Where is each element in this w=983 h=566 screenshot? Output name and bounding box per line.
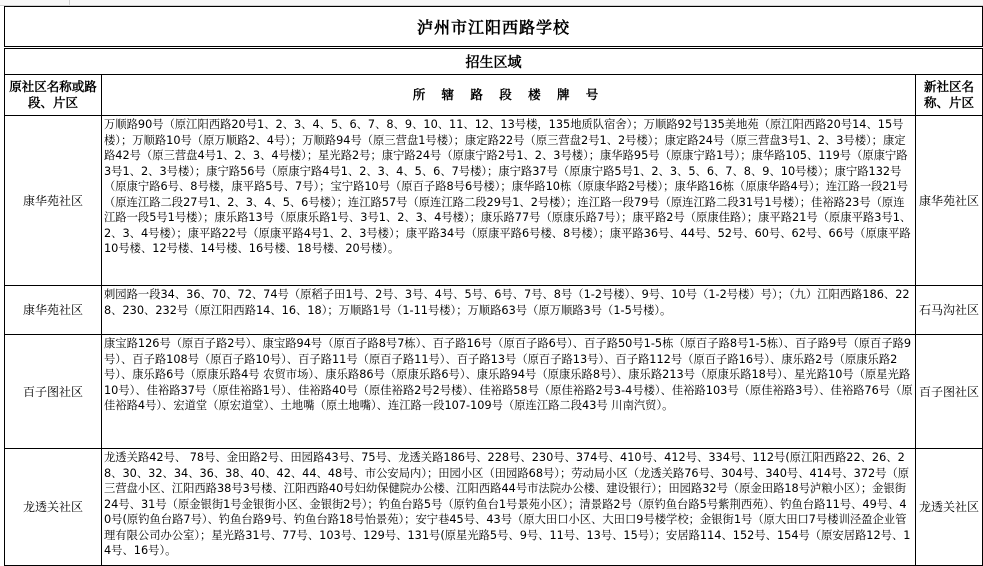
table-row [5, 335, 983, 449]
old-community-cell: 百子图社区 [5, 335, 102, 449]
new-community-cell: 康华苑社区 [916, 116, 983, 286]
old-community-cell: 龙透关社区 [5, 449, 102, 566]
old-community-cell: 康华苑社区 [5, 116, 102, 286]
table-row [5, 449, 983, 566]
new-community-cell: 龙透关社区 [916, 449, 983, 566]
new-community-cell: 石马沟社区 [916, 286, 983, 335]
address-list-cell: 康宝路126号（原百子路2号）、康宝路94号（原百子路8号7栋）、百子路16号（原百子路6号）、百子路50号1-5栋（原百子路8号1-5栋）、百子路9号（原百子路9号）、百子路108号（原百子路10号）、百子路11号（原百子路11号）、百子路13号（原百子路13号）、百子路112号（原百子路16号）、康乐路2号（原康乐路2号）、康乐路6号（原康乐路4号 农贸市场）、康乐路86号（原康乐路6号）、康乐路94号（原康乐路8号）、康乐路213号（原康乐路18号）、星光路10号（原星光路10号）、佳裕路37号（原佳裕路1号）、佳裕路40号（原佳裕路2号2号楼）、佳裕路58号（原佳裕路2号3-4号楼）、佳裕路103号（原佳裕路3号）、佳裕路76号（原佳裕路4号）、宏道堂（原宏道堂）、土地嘴（原土地嘴）、连江路一段107-109号（原连江路二段43号 川南汽贸）。 [102, 335, 916, 449]
table-row [5, 286, 983, 335]
new-community-cell: 百子图社区 [916, 335, 983, 449]
address-list-cell: 刺园路一段34、36、70、72、74号（原稻子田1号、2号、3号、4号、5号、6号、7号、8号（1-2号楼）、9号、10号（1-2号楼）号）；（九）江阳西路186、228、230、232号（原江阳西路14、16、18）；万顺路1号（1-11号楼）；万顺路63号（原万顺路3号（1-5号楼）。 [102, 286, 916, 335]
header-old-community: 原社区名称或路段、片区 [5, 75, 102, 116]
enrollment-table [4, 6, 983, 566]
table-row [5, 116, 983, 286]
header-new-community: 新社区名称、片区 [916, 75, 983, 116]
header-addresses: 所 辖 路 段 楼 牌 号 [102, 75, 916, 116]
school-title: 泸州市江阳西路学校 [5, 7, 983, 48]
address-list-cell: 万顺路90号（原江阳西路20号1、2、3、4、5、6、7、8、9、10、11、12、13号楼，135地质队宿舍）；万顺路92号135美地苑（原江阳西路20号14、15号楼）；万顺路10号（原万顺路2、4号）；万顺路94号（原三营盘1号楼）；康定路22号（原三营盘2号1、2号楼）；康定路24号（原三营盘3号1、2、3号楼）；康定路42号（原三营盘4号1、2、3、4号楼）；星光路2号；康宁路24号（原康宁路2号1、2、3号楼）；康华路95号（原康宁路1号）；康华路105、119号（原康宁路3号1、2、3号楼）；康宁路56号（原康宁路4号1、2、3、4、5、6、7号楼）；康宁路37号（原康宁路5号1、2、3、5、6、7、8、9、10号楼）；康宁路132号（原康宁路6号、8号楼，康平路5号、7号）；宝宁路10号（原百子路8号6号楼）；康华路10栋（原康华路2号楼）；康华路16栋（原康华路4号）；连江路一段21号（原连江路二段27号1、2、3、4、5、6号楼）；连江路57号（原连江路二段29号1、2号楼）；连江路一段79号（原连江路二段31号1号楼）；佳裕路23号（原连江路一段5号1号楼）；康乐路13号（原康乐路1号、3号1、2、3、4号楼）；康乐路77号（原康乐路7号）；康平路2号（原康佳路）；康平路21号（原康平路3号1、2、3、4号楼）；康平路22号（原康平路4号1、2、3号楼）；康平路34号（原康平路6号楼、8号楼）；康平路36号、44号、52号、60号、62号、66号（原康平路10号楼、12号楼、14号楼、16号楼、18号楼、20号楼）。 [102, 116, 916, 286]
old-community-cell: 康华苑社区 [5, 286, 102, 335]
address-list-cell: 龙透关路42号、 78号、金田路2号、田园路43号、75号、龙透关路186号、228号、230号、374号、410号、412号、334号、112号(原江阳西路22、26、28、30、32、34、36、38、40、42、44、48号、市公安局内）；田园小区（田园路68号）；劳动局小区（龙透关路76号、304号、340号、414号、372号（原三营盘小区、江阳西路38号3号楼、江阳西路40号妇幼保健院办公楼、江阳西路44号市法院办公楼、建设银行）；田园路32号（原金田路18号泸粮小区）；金银街24号、31号（原金银街1号金银街小区、金银街2号）；钓鱼台路5号（原钓鱼台1号景苑小区）；清景路2号（原钓鱼台路5号紫荆西苑）、钓鱼台路11号、49号、40号(原钓鱼台路7号）、钓鱼台路9号、钓鱼台路18号怡景苑）；安宁巷45号、43号（原大田口小区、大田口9号楼学校；金银街1号（原大田口7号楼训泾盈企业管理有限公司办公室）；星光路31号、77号、103号、129号、131号(原星光路5号、9号、11号、13号、15号）；安居路114、152号、154号（原安居路12号、14号、16号）。 [102, 449, 916, 566]
section-title: 招生区域 [5, 48, 983, 75]
